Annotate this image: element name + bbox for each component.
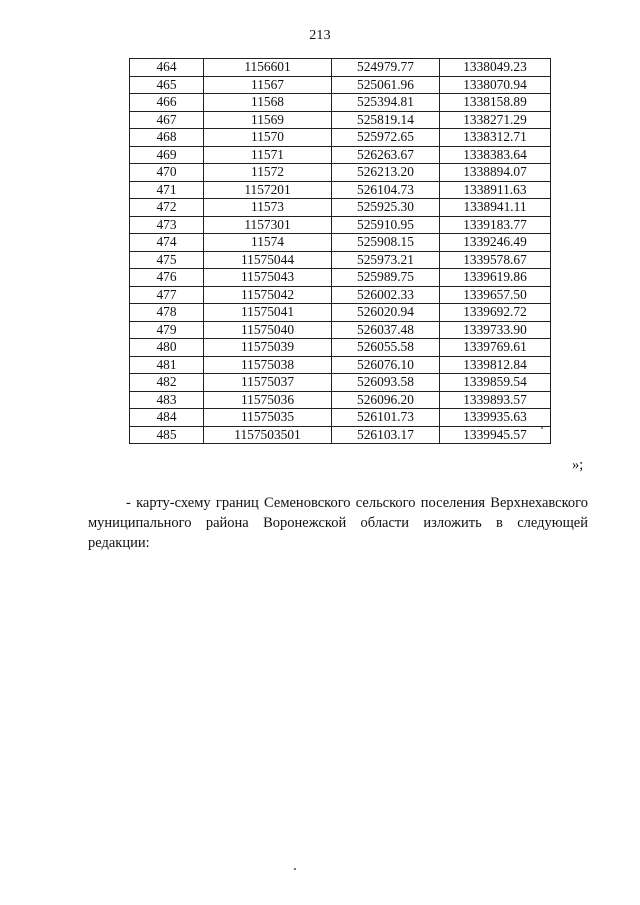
y-coordinate-cell: 1339733.90 bbox=[440, 321, 551, 339]
point-id-cell: 11575043 bbox=[204, 269, 332, 287]
point-id-cell: 1156601 bbox=[204, 59, 332, 77]
coordinates-table-body bbox=[130, 59, 551, 444]
row-number-cell: 470 bbox=[130, 164, 204, 182]
x-coordinate-cell: 525973.21 bbox=[332, 251, 440, 269]
y-coordinate-cell: 1338049.23 bbox=[440, 59, 551, 77]
x-coordinate-cell: 526096.20 bbox=[332, 391, 440, 409]
x-coordinate-cell: 525925.30 bbox=[332, 199, 440, 217]
y-coordinate-cell: 1339935.63 bbox=[440, 409, 551, 427]
x-coordinate-cell: 526103.17 bbox=[332, 426, 440, 444]
row-number-cell: 480 bbox=[130, 339, 204, 357]
table-row bbox=[130, 59, 551, 77]
point-id-cell: 11575042 bbox=[204, 286, 332, 304]
x-coordinate-cell: 525989.75 bbox=[332, 269, 440, 287]
x-coordinate-cell: 526104.73 bbox=[332, 181, 440, 199]
x-coordinate-cell: 526213.20 bbox=[332, 164, 440, 182]
point-id-cell: 1157201 bbox=[204, 181, 332, 199]
x-coordinate-cell: 526101.73 bbox=[332, 409, 440, 427]
row-number-cell: 472 bbox=[130, 199, 204, 217]
point-id-cell: 11571 bbox=[204, 146, 332, 164]
y-coordinate-cell: 1338271.29 bbox=[440, 111, 551, 129]
row-number-cell: 482 bbox=[130, 374, 204, 392]
row-number-cell: 485 bbox=[130, 426, 204, 444]
point-id-cell: 11570 bbox=[204, 129, 332, 147]
y-coordinate-cell: 1339945.57 bbox=[440, 426, 551, 444]
row-number-cell: 481 bbox=[130, 356, 204, 374]
row-number-cell: 478 bbox=[130, 304, 204, 322]
point-id-cell: 11567 bbox=[204, 76, 332, 94]
point-id-cell: 11572 bbox=[204, 164, 332, 182]
table-row bbox=[130, 234, 551, 252]
point-id-cell: 11575035 bbox=[204, 409, 332, 427]
x-coordinate-cell: 526263.67 bbox=[332, 146, 440, 164]
point-id-cell: 11568 bbox=[204, 94, 332, 112]
point-id-cell: 11575039 bbox=[204, 339, 332, 357]
y-coordinate-cell: 1338070.94 bbox=[440, 76, 551, 94]
y-coordinate-cell: 1339859.54 bbox=[440, 374, 551, 392]
table-row bbox=[130, 409, 551, 427]
table-row bbox=[130, 76, 551, 94]
point-id-cell: 11575037 bbox=[204, 374, 332, 392]
x-coordinate-cell: 526002.33 bbox=[332, 286, 440, 304]
row-number-cell: 468 bbox=[130, 129, 204, 147]
row-number-cell: 467 bbox=[130, 111, 204, 129]
row-number-cell: 465 bbox=[130, 76, 204, 94]
table-row bbox=[130, 374, 551, 392]
y-coordinate-cell: 1339246.49 bbox=[440, 234, 551, 252]
y-coordinate-cell: 1339812.84 bbox=[440, 356, 551, 374]
x-coordinate-cell: 526093.58 bbox=[332, 374, 440, 392]
scan-speck bbox=[294, 868, 296, 870]
y-coordinate-cell: 1339769.61 bbox=[440, 339, 551, 357]
y-coordinate-cell: 1338312.71 bbox=[440, 129, 551, 147]
point-id-cell: 11575036 bbox=[204, 391, 332, 409]
y-coordinate-cell: 1339578.67 bbox=[440, 251, 551, 269]
y-coordinate-cell: 1339183.77 bbox=[440, 216, 551, 234]
table-row bbox=[130, 216, 551, 234]
row-number-cell: 477 bbox=[130, 286, 204, 304]
row-number-cell: 483 bbox=[130, 391, 204, 409]
coordinates-table bbox=[129, 58, 551, 444]
body-paragraph bbox=[88, 493, 588, 553]
table-row bbox=[130, 321, 551, 339]
row-number-cell: 471 bbox=[130, 181, 204, 199]
table-row bbox=[130, 181, 551, 199]
closing-quote: »; bbox=[572, 457, 584, 473]
x-coordinate-cell: 525910.95 bbox=[332, 216, 440, 234]
x-coordinate-cell: 526037.48 bbox=[332, 321, 440, 339]
point-id-cell: 11573 bbox=[204, 199, 332, 217]
row-number-cell: 479 bbox=[130, 321, 204, 339]
row-number-cell: 476 bbox=[130, 269, 204, 287]
x-coordinate-cell: 525819.14 bbox=[332, 111, 440, 129]
x-coordinate-cell: 524979.77 bbox=[332, 59, 440, 77]
point-id-cell: 11575044 bbox=[204, 251, 332, 269]
x-coordinate-cell: 525394.81 bbox=[332, 94, 440, 112]
row-number-cell: 469 bbox=[130, 146, 204, 164]
table-row bbox=[130, 391, 551, 409]
y-coordinate-cell: 1338941.11 bbox=[440, 199, 551, 217]
y-coordinate-cell: 1338911.63 bbox=[440, 181, 551, 199]
table-row bbox=[130, 356, 551, 374]
table-row bbox=[130, 146, 551, 164]
x-coordinate-cell: 525972.65 bbox=[332, 129, 440, 147]
table-row bbox=[130, 304, 551, 322]
table-row bbox=[130, 251, 551, 269]
x-coordinate-cell: 526076.10 bbox=[332, 356, 440, 374]
y-coordinate-cell: 1339893.57 bbox=[440, 391, 551, 409]
point-id-cell: 11575038 bbox=[204, 356, 332, 374]
y-coordinate-cell: 1338158.89 bbox=[440, 94, 551, 112]
point-id-cell: 11575040 bbox=[204, 321, 332, 339]
table-row bbox=[130, 199, 551, 217]
scan-speck bbox=[541, 427, 543, 429]
row-number-cell: 466 bbox=[130, 94, 204, 112]
table-row bbox=[130, 269, 551, 287]
y-coordinate-cell: 1339619.86 bbox=[440, 269, 551, 287]
point-id-cell: 11569 bbox=[204, 111, 332, 129]
x-coordinate-cell: 526020.94 bbox=[332, 304, 440, 322]
x-coordinate-cell: 525061.96 bbox=[332, 76, 440, 94]
y-coordinate-cell: 1338894.07 bbox=[440, 164, 551, 182]
table-row bbox=[130, 129, 551, 147]
x-coordinate-cell: 526055.58 bbox=[332, 339, 440, 357]
x-coordinate-cell: 525908.15 bbox=[332, 234, 440, 252]
table-row bbox=[130, 339, 551, 357]
y-coordinate-cell: 1339657.50 bbox=[440, 286, 551, 304]
point-id-cell: 11574 bbox=[204, 234, 332, 252]
table-row bbox=[130, 111, 551, 129]
table-row bbox=[130, 94, 551, 112]
table-row bbox=[130, 164, 551, 182]
point-id-cell: 1157301 bbox=[204, 216, 332, 234]
row-number-cell: 475 bbox=[130, 251, 204, 269]
y-coordinate-cell: 1339692.72 bbox=[440, 304, 551, 322]
row-number-cell: 474 bbox=[130, 234, 204, 252]
point-id-cell: 1157503501 bbox=[204, 426, 332, 444]
y-coordinate-cell: 1338383.64 bbox=[440, 146, 551, 164]
table-row bbox=[130, 426, 551, 444]
row-number-cell: 484 bbox=[130, 409, 204, 427]
table-row bbox=[130, 286, 551, 304]
row-number-cell: 473 bbox=[130, 216, 204, 234]
paragraph-text: - карту-схему границ Семеновского сельского поселения Верхнехавского муниципального района Воронежской области изложить в следующей редакции: bbox=[88, 495, 588, 551]
page-number: 213 bbox=[309, 28, 331, 43]
point-id-cell: 11575041 bbox=[204, 304, 332, 322]
row-number-cell: 464 bbox=[130, 59, 204, 77]
